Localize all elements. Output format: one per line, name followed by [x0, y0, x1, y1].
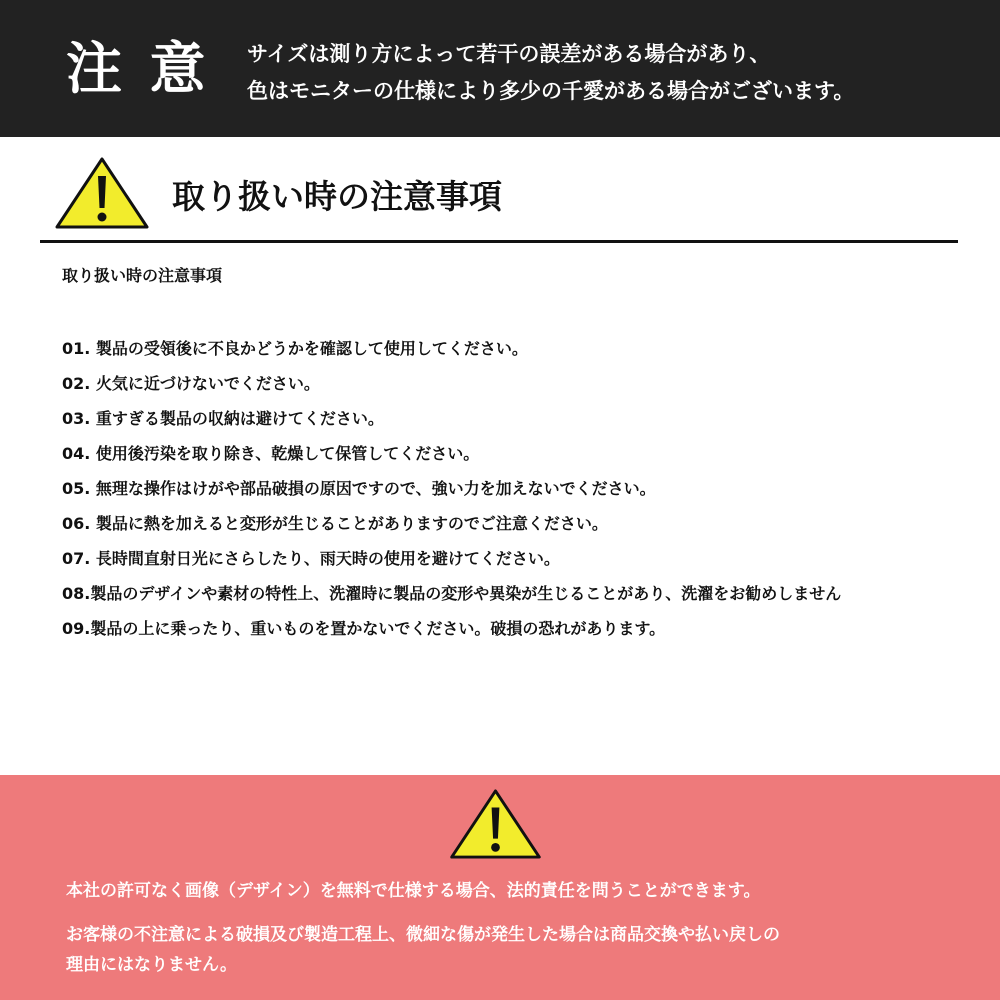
list-item: 08.製品のデザインや素材の特性上、洗濯時に製品の変形や異染が生じることがあり、洗濯をお勧めしません	[62, 584, 842, 603]
list-item: 03. 重すぎる製品の収納は避けてください。	[62, 409, 384, 428]
banner-line-1: サイズは測り方によって若干の誤差がある場合があり、	[247, 42, 771, 66]
warning-triangle-icon	[448, 788, 543, 860]
list-item: 02. 火気に近づけないでください。	[62, 374, 320, 393]
list-item: 07. 長時間直射日光にさらしたり、雨天時の使用を避けてください。	[62, 549, 560, 568]
notice-paragraph-2-line-1: お客様の不注意による破損及び製造工程上、微細な傷が発生した場合は商品交換や払い戻しの	[66, 925, 780, 945]
list-item: 04. 使用後汚染を取り除き、乾燥して保管してください。	[62, 444, 480, 463]
notice-text	[66, 876, 986, 980]
banner-text	[247, 36, 987, 110]
banner-title: 注 意	[66, 37, 210, 102]
section-divider	[40, 240, 958, 243]
list-item: 09.製品の上に乗ったり、重いものを置かないでください。破損の恐れがあります。	[62, 619, 666, 638]
section-subheading: 取り扱い時の注意事項	[62, 266, 223, 285]
warning-triangle-icon	[54, 156, 150, 230]
banner-line-2: 色はモニターの仕様により多少の千愛がある場合がございます。	[247, 79, 855, 103]
caution-list	[62, 331, 992, 646]
list-item: 01. 製品の受領後に不良かどうかを確認して使用してください。	[62, 339, 528, 358]
list-item: 06. 製品に熱を加えると変形が生じることがありますのでご注意ください。	[62, 514, 608, 533]
notice-paragraph-1: 本社の許可なく画像（デザイン）を無料で仕様する場合、法的責任を問うことができます。	[66, 881, 761, 901]
top-banner	[0, 0, 1000, 137]
notice-paragraph-2-line-2: 理由にはなりません。	[66, 955, 238, 975]
list-item: 05. 無理な操作はけがや部品破損の原因ですので、強い力を加えないでください。	[62, 479, 656, 498]
section-title: 取り扱い時の注意事項	[172, 177, 502, 216]
